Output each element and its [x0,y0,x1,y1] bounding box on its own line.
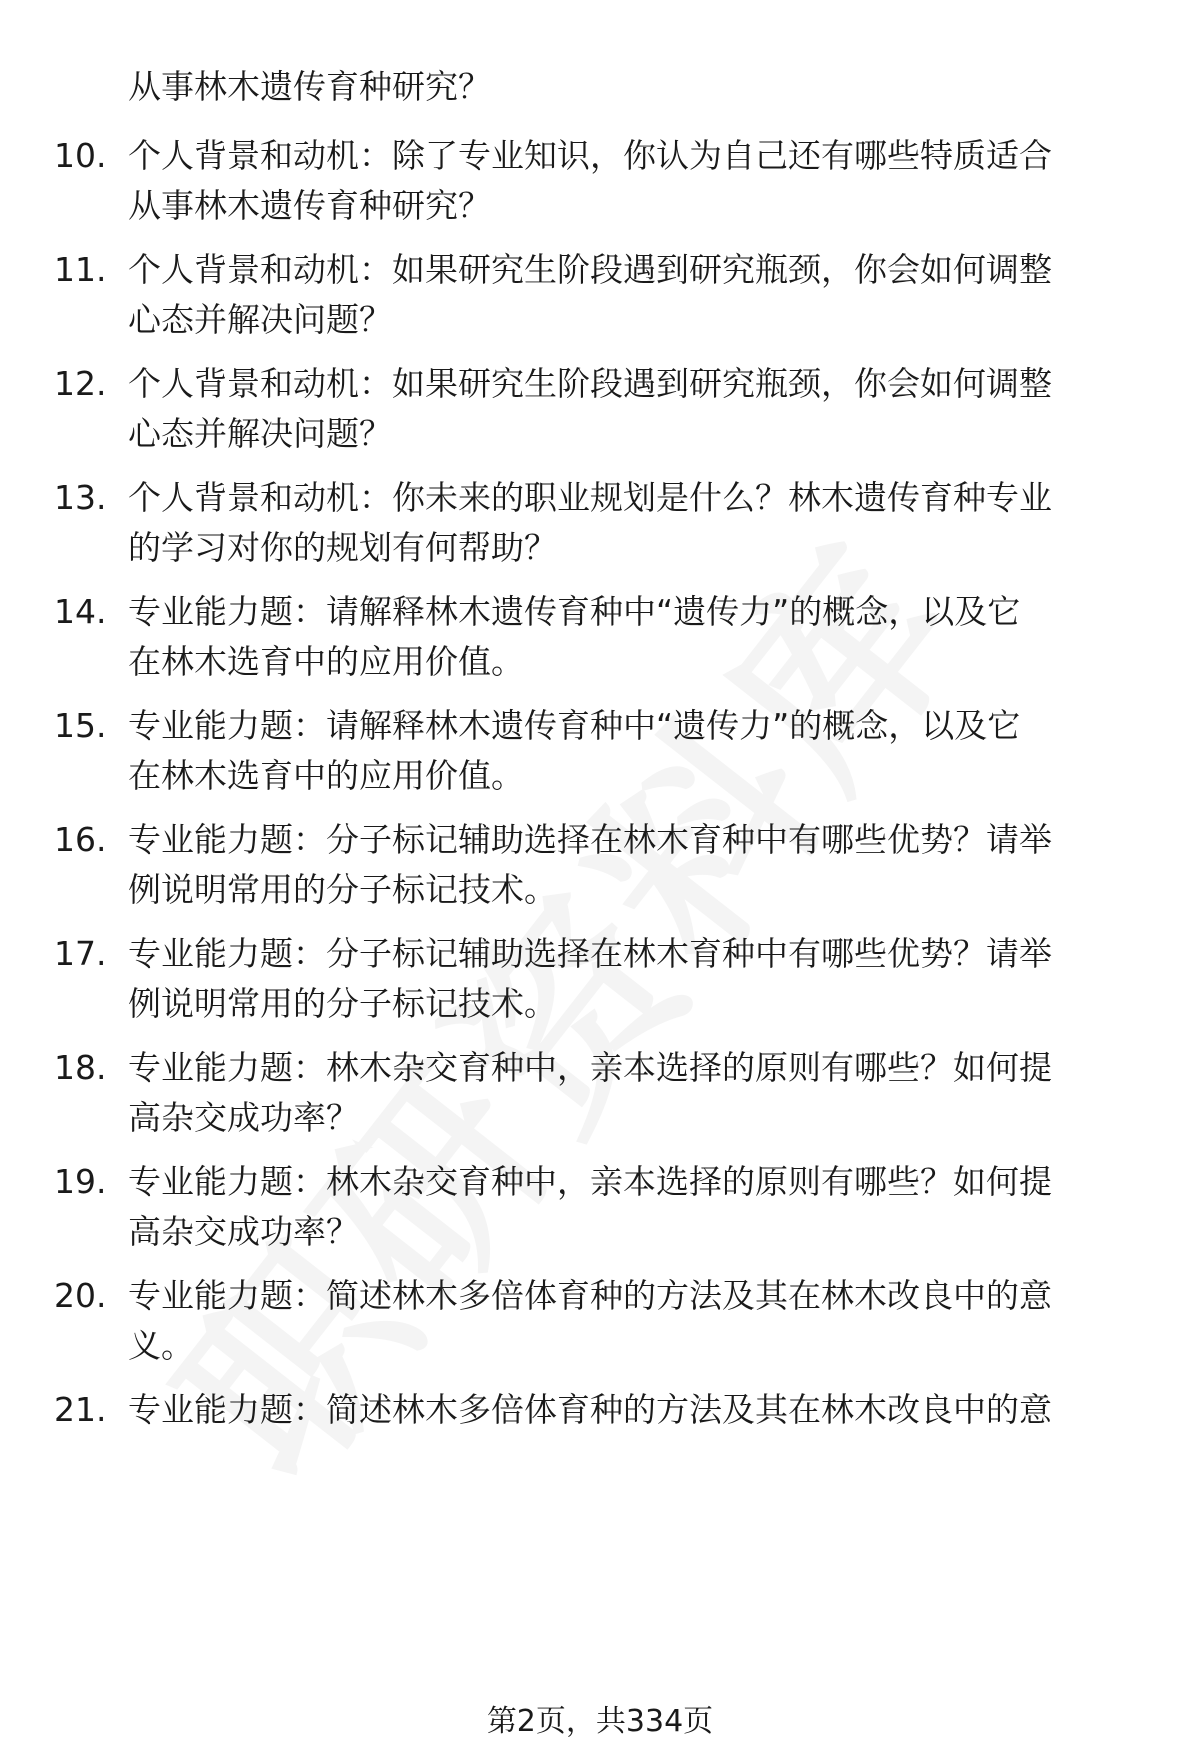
question-item [0,929,1200,1029]
question-item [0,587,1200,687]
question-item [0,701,1200,801]
question-text-line-1: 个人背景和动机：如果研究生阶段遇到研究瓶颈，你会如何调整 [128,250,1052,289]
question-text-line-2: 义。 [128,1326,194,1365]
question-text-line-1: 专业能力题：请解释林木遗传育种中“遗传力”的概念，以及它 [128,706,1021,745]
question-text-line-2: 从事林木遗传育种研究？ [128,186,491,225]
question-text-line-2: 心态并解决问题？ [128,414,392,453]
question-text-line-2: 心态并解决问题？ [128,300,392,339]
question-item [0,473,1200,573]
question-text-line-1: 专业能力题：分子标记辅助选择在林木育种中有哪些优势？请举 [128,820,1052,859]
question-item [0,1271,1200,1371]
question-item [0,1157,1200,1257]
question-number: 18. [54,1048,107,1087]
question-number: 13. [54,478,107,517]
question-number: 14. [54,592,107,631]
question-number: 12. [54,364,107,403]
question-text-line-1: 专业能力题：简述林木多倍体育种的方法及其在林木改良中的意 [128,1276,1052,1315]
question-number: 11. [54,250,107,289]
question-number: 20. [54,1276,107,1315]
question-item [0,245,1200,345]
question-item [0,1385,1200,1435]
question-number: 19. [54,1162,107,1201]
question-number: 21. [54,1390,107,1429]
question-text-line-1: 个人背景和动机：你未来的职业规划是什么？林木遗传育种专业 [128,478,1052,517]
question-text-line-2: 例说明常用的分子标记技术。 [128,984,557,1023]
continuation-line: 从事林木遗传育种研究？ [128,67,491,106]
question-item [0,131,1200,231]
question-item [0,1043,1200,1143]
question-number: 15. [54,706,107,745]
question-item [0,359,1200,459]
question-text-line-2: 在林木选育中的应用价值。 [128,756,524,795]
question-text-line-2: 的学习对你的规划有何帮助？ [128,528,557,567]
question-text-line-1: 专业能力题：林木杂交育种中，亲本选择的原则有哪些？如何提 [128,1048,1052,1087]
page-footer: 第2页，共334页 [486,1704,714,1739]
question-text-line-1: 专业能力题：林木杂交育种中，亲本选择的原则有哪些？如何提 [128,1162,1052,1201]
question-text-line-2: 例说明常用的分子标记技术。 [128,870,557,909]
question-text-line-1: 专业能力题：分子标记辅助选择在林木育种中有哪些优势？请举 [128,934,1052,973]
question-text-line-1: 个人背景和动机：如果研究生阶段遇到研究瓶颈，你会如何调整 [128,364,1052,403]
question-text-line-2: 高杂交成功率？ [128,1098,359,1137]
question-text-line-2: 在林木选育中的应用价值。 [128,642,524,681]
question-text-line-1: 专业能力题：请解释林木遗传育种中“遗传力”的概念，以及它 [128,592,1021,631]
question-text-line-1: 个人背景和动机：除了专业知识，你认为自己还有哪些特质适合 [128,136,1052,175]
question-number: 16. [54,820,107,859]
question-number: 10. [54,136,107,175]
question-item [0,815,1200,915]
question-text-line-1: 专业能力题：简述林木多倍体育种的方法及其在林木改良中的意 [128,1390,1052,1429]
question-number: 17. [54,934,107,973]
question-text-line-2: 高杂交成功率？ [128,1212,359,1251]
